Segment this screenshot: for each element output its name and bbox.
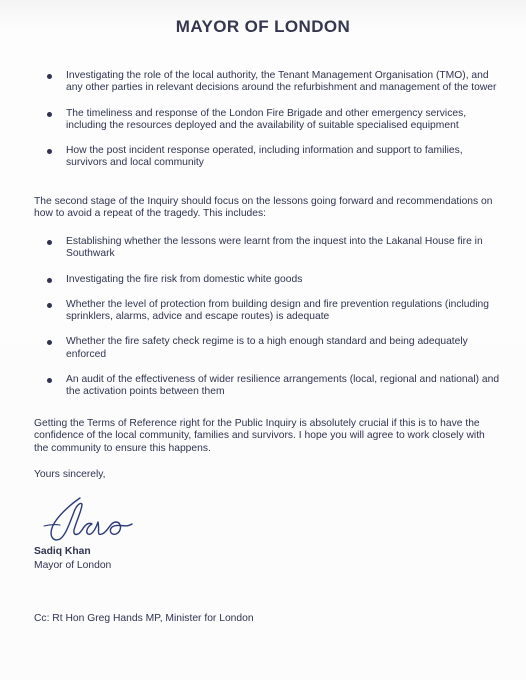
closing-paragraph: Getting the Terms of Reference right for the Public Inquiry is absolutely crucial if this is to have the confidence of the local community, families and survivors. I hope you will agree to work closely with the community to ensure this happens. — [34, 418, 485, 454]
bullet-icon — [47, 112, 52, 117]
bullet-icon — [47, 240, 52, 245]
signatory-title: Mayor of London — [34, 560, 112, 571]
letterhead-title: MAYOR OF LONDON — [175, 17, 351, 36]
second-stage-paragraph: The second stage of the Inquiry should focus on the lessons going forward and recommendations on how to avoid a repeat of the tragedy. This includes: — [34, 196, 493, 220]
bullet-icon — [47, 278, 52, 283]
list-item — [34, 336, 504, 361]
handwritten-signature — [30, 492, 140, 544]
list-item-text: Establishing whether the lessons were learnt from the inquest into the Lakanal House fire in Southwark — [66, 236, 483, 260]
bullet-icon — [47, 74, 52, 79]
list-item-text: Whether the level of protection from building design and fire prevention regulations (including sprinklers, alarms, advice and escape routes) is adequate — [66, 298, 489, 323]
list-item-text: How the post incident response operated, including information and support to families, survivors and local community — [66, 145, 463, 169]
list-item — [34, 299, 504, 324]
inquiry-second-stage-list — [34, 236, 504, 399]
sign-off: Yours sincerely, — [34, 469, 106, 480]
list-item — [34, 70, 504, 95]
list-item-text: Whether the fire safety check regime is to a high enough standard and being adequately enforced — [66, 336, 468, 360]
signatory-name: Sadiq Khan — [34, 546, 91, 557]
bullet-icon — [47, 340, 52, 345]
bullet-icon — [47, 149, 52, 154]
list-item — [34, 108, 504, 133]
list-item — [34, 145, 504, 170]
inquiry-first-stage-list — [34, 70, 504, 170]
list-item-text: An audit of the effectiveness of wider resilience arrangements (local, regional and national) and the activation points between them — [66, 374, 500, 398]
cc-line: Cc: Rt Hon Greg Hands MP, Minister for London — [34, 613, 254, 624]
list-item-text: Investigating the role of the local authority, the Tenant Management Organisation (TMO), and any other parties in relevant decisions around the refurbishment and management of the tower — [66, 70, 497, 94]
list-item — [34, 274, 504, 286]
list-item — [34, 236, 504, 261]
list-item-text: Investigating the fire risk from domestic white goods — [66, 273, 303, 285]
list-item — [34, 374, 504, 399]
list-item-text: The timeliness and response of the London Fire Brigade and other emergency services, including the resources deployed and the availability of suitable specialised equipment — [66, 107, 467, 131]
bullet-icon — [47, 303, 52, 308]
bullet-icon — [47, 378, 52, 383]
